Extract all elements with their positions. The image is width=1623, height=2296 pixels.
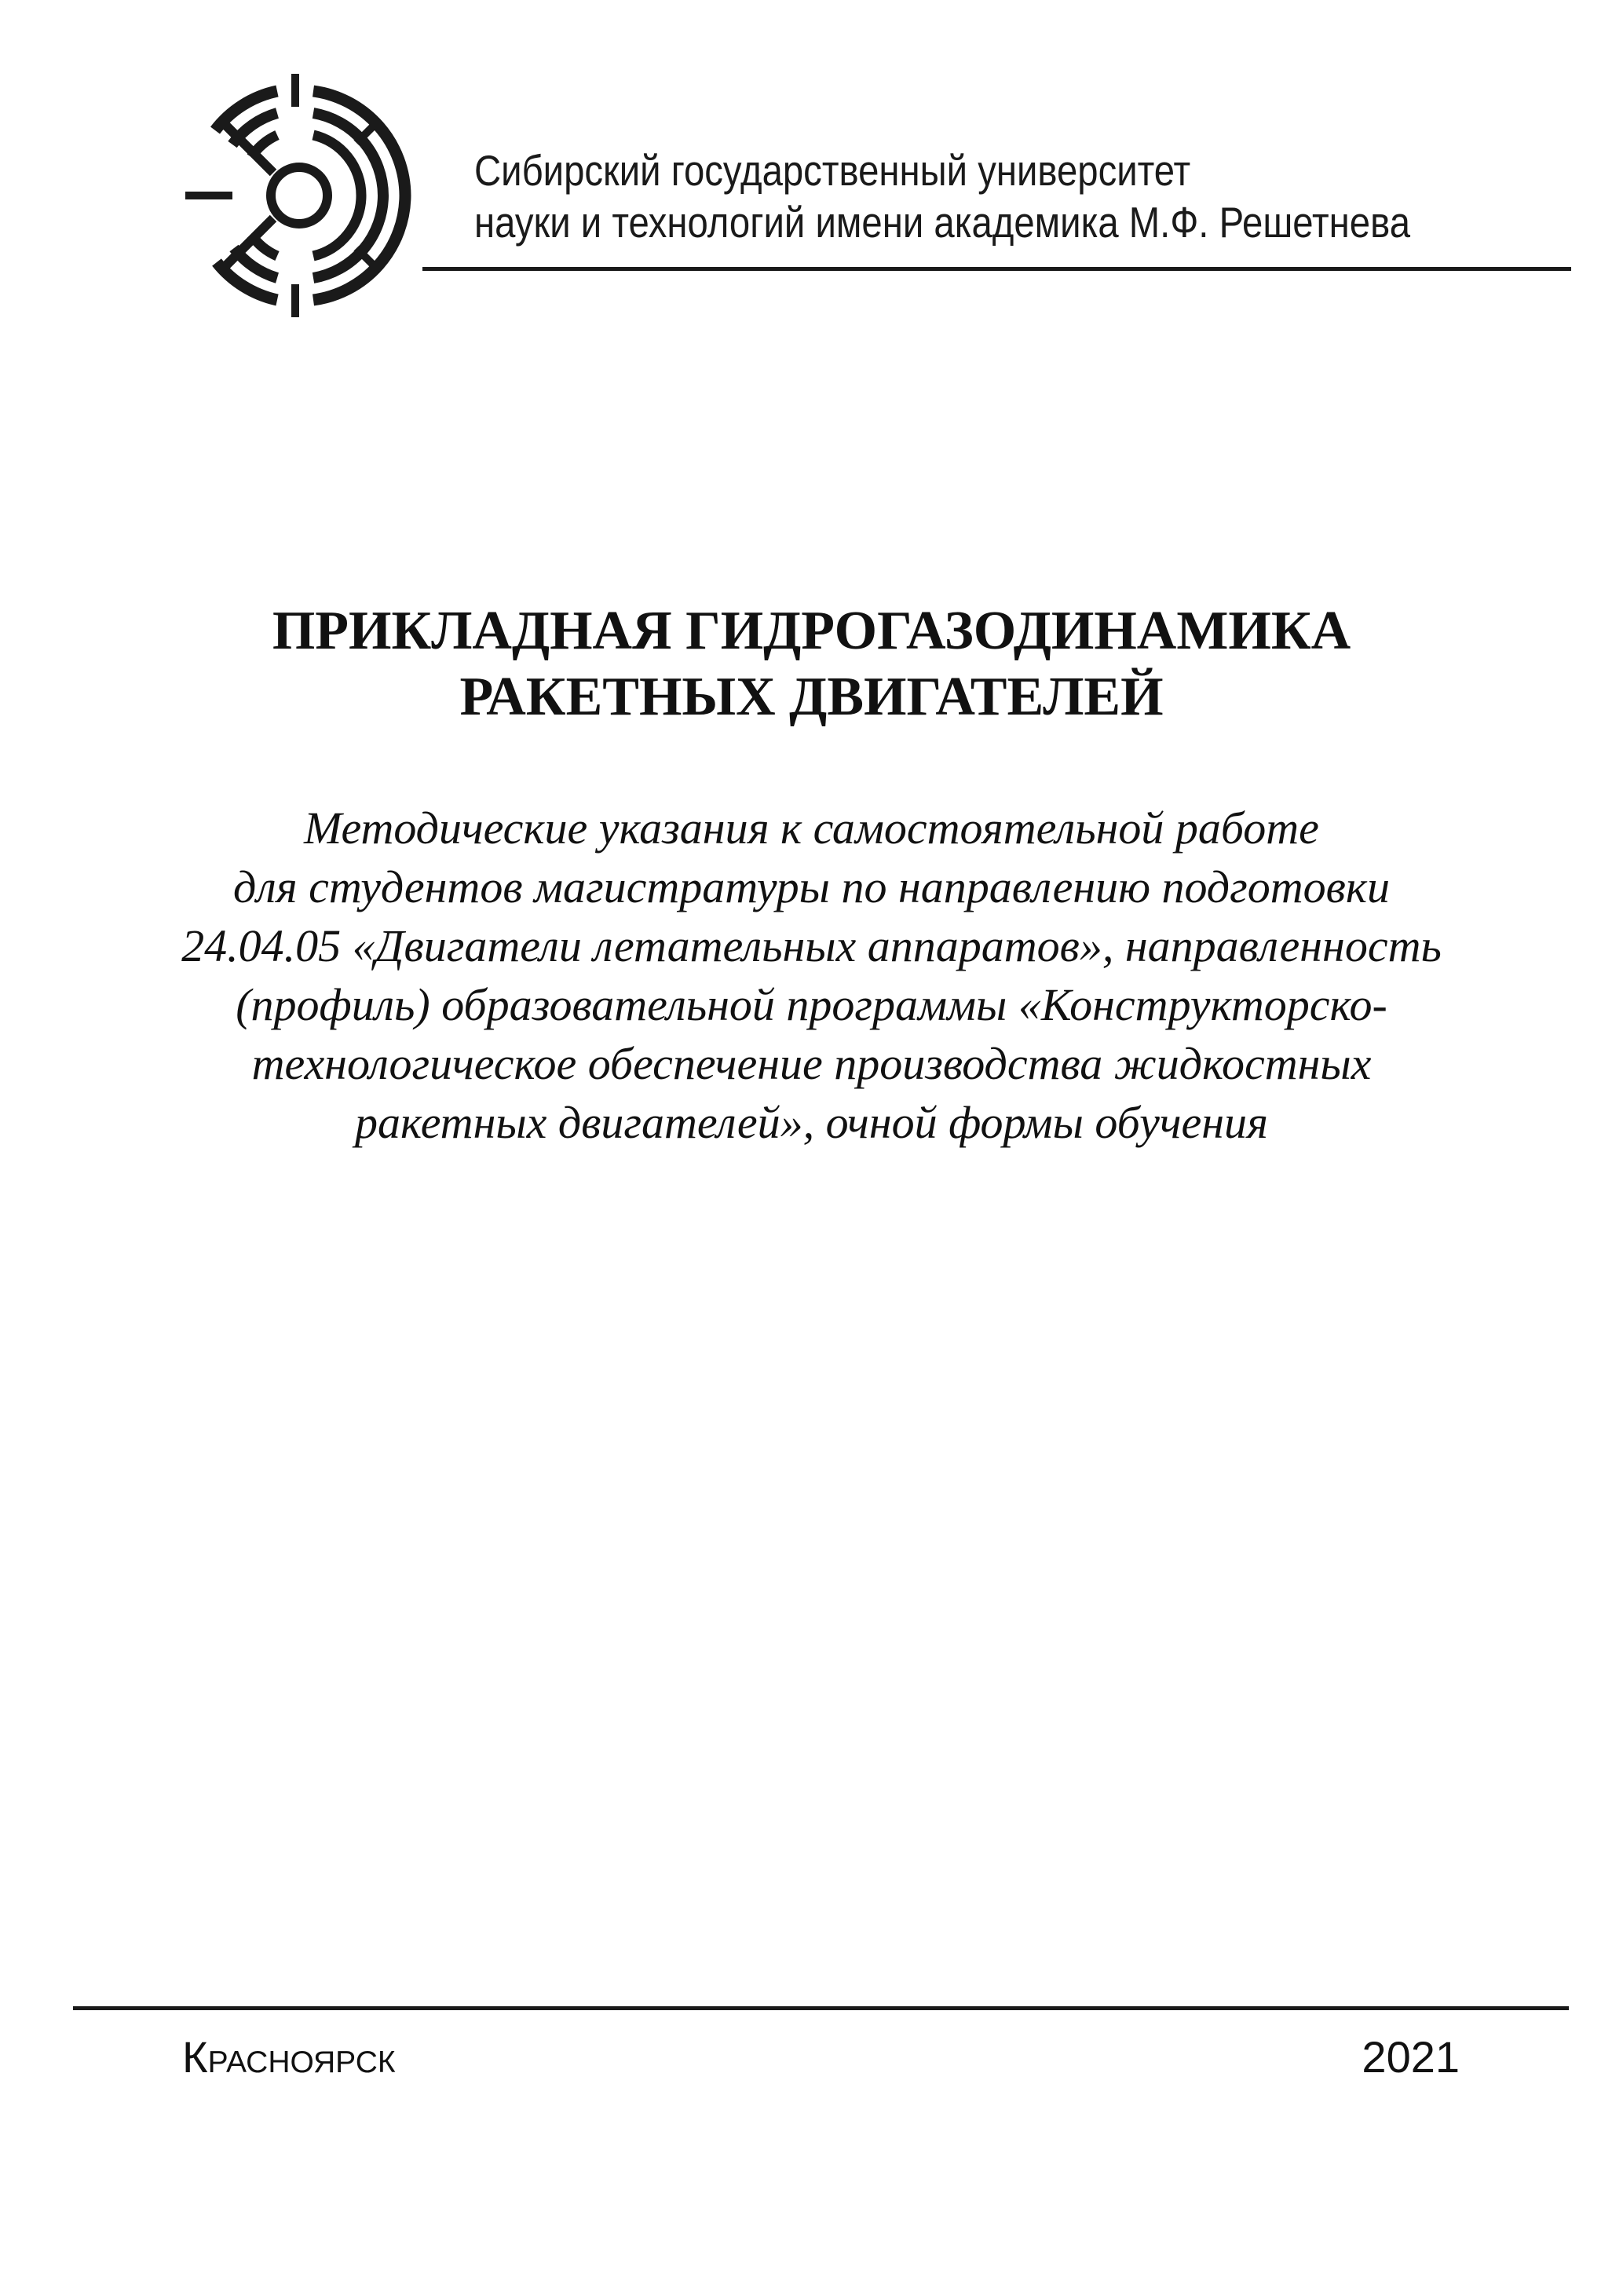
header-divider [422,267,1571,271]
university-name [474,144,1420,248]
publication-city: Красноярск [182,2032,396,2082]
subtitle-line-3: 24.04.05 «Двигатели летательных аппаратов», направленность [181,920,1442,971]
footer-divider [73,2006,1569,2010]
document-subtitle [0,799,1623,1152]
university-name-line-1: Сибирский государственный университет [474,146,1191,195]
subtitle-line-1: Методические указания к самостоятельной работе [304,803,1319,854]
subtitle-line-2: для студентов магистратуры по направлению подготовки [233,861,1390,912]
university-name-line-2: науки и технологий имени академика М.Ф. Решетнева [474,198,1411,247]
subtitle-line-5: технологическое обеспечение производства жидкостных [251,1038,1372,1089]
title-line-2: РАКЕТНЫХ ДВИГАТЕЛЕЙ [459,667,1164,727]
document-title [0,598,1623,730]
publication-year: 2021 [1362,2032,1460,2082]
subtitle-line-6: ракетных двигателей», очной формы обучения [355,1097,1268,1148]
university-emblem-icon [185,74,413,317]
title-line-1: ПРИКЛАДНАЯ ГИДРОГАЗОДИНАМИКА [272,601,1351,661]
subtitle-line-4: (профиль) образовательной программы «Конструкторско- [236,979,1387,1030]
